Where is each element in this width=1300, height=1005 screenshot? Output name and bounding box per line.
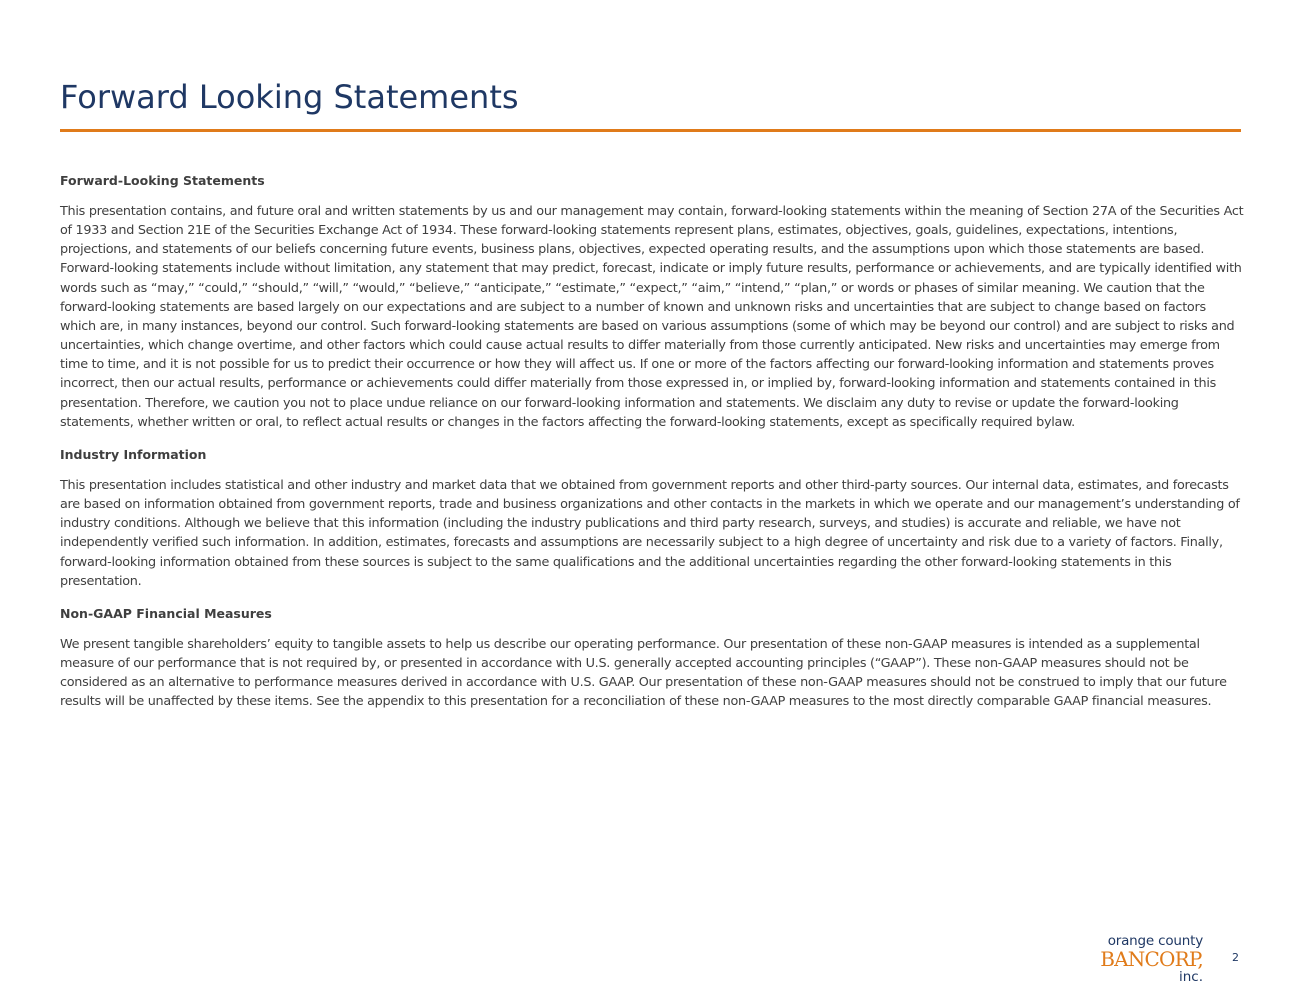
- section-body: This presentation contains, and future oral and written statements by us and our management may contain, forward-looking statements within the meaning of Section 27A of the Securities Act of 1933 and Section 21E of the Securities Exchange Act of 1934. These forward-looking statements represent plans, estimates, objectives, goals, guidelines, expectations, intentions, projections, and statements of our beliefs concerning future events, business plans, objectives, expected operating results, and the assumptions upon which those statements are based. Forward-looking statements include without limitation, any statement that may predict, forecast, indicate or imply future results, performance or achievements, and are typically identified with words such as “may,” “could,” “should,” “will,” “would,” “believe,” “anticipate,” “estimate,” “expect,” “aim,” “intend,” “plan,” or words or phases of similar meaning. We caution that the forward-looking statements are based largely on our expectations and are subject to a number of known and unknown risks and uncertainties that are subject to change based on factors which are, in many instances, beyond our control. Such forward-looking statements are based on various assumptions (some of which may be beyond our control) and are subject to risks and uncertainties, which change overtime, and other factors which could cause actual results to differ materially from those currently anticipated. New risks and uncertainties may emerge from time to time, and it is not possible for us to predict their occurrence or how they will affect us. If one or more of the factors affecting our forward-looking information and statements proves incorrect, then our actual results, performance or achievements could differ materially from those expressed in, or implied by, forward-looking information and statements contained in this presentation. Therefore, we caution you not to place undue reliance on our forward-looking information and statements. We disclaim any duty to revise or update the forward-looking statements, whether written or oral, to reflect actual results or changes in the factors affecting the forward-looking statements, except as specifically required bylaw.: [60, 204, 1244, 430]
- section-heading: Non-GAAP Financial Measures: [60, 605, 272, 621]
- section-heading: Forward-Looking Statements: [60, 173, 265, 188]
- section-industry-information: [60, 446, 1244, 591]
- section-body: We present tangible shareholders’ equity to tangible assets to help us describe our operating performance. Our presentation of these non-GAAP measures is intended as a supplemental measure of our performance that is not required by, or presented in accordance with U.S. generally accepted accounting principles (“GAAP”). These non-GAAP measures should not be considered as an alternative to performance measures derived in accordance with U.S. GAAP. Our presentation of these non-GAAP measures should not be construed to imply that our future results will be unaffected by these items. See the appendix to this presentation for a reconciliation of these non-GAAP measures to the most directly comparable GAAP financial measures.: [60, 636, 1227, 710]
- logo-line-bancorp: BANCORP,: [1100, 947, 1203, 971]
- page-title: Forward Looking Statements: [60, 78, 519, 116]
- page-number: 2: [1232, 951, 1239, 964]
- section-body: This presentation includes statistical and other industry and market data that we obtained from government reports and other third-party sources. Our internal data, estimates, and forecasts are based on information obtained from government reports, trade and business organizations and other contacts in the markets in which we operate and our management’s understanding of industry conditions. Although we believe that this information (including the industry publications and third party research, surveys, and studies) is accurate and reliable, we have not independently verified such information. In addition, estimates, forecasts and assumptions are necessarily subject to a high degree of uncertainty and risk due to a variety of factors. Finally, forward-looking information obtained from these sources is subject to the same qualifications and the additional uncertainties regarding the other forward-looking statements in this presentation.: [60, 477, 1240, 589]
- slide-content: [60, 172, 1244, 725]
- logo-line-inc: inc.: [1178, 969, 1203, 985]
- section-non-gaap: [60, 605, 1244, 712]
- company-logo: [1087, 934, 1203, 988]
- title-divider: [60, 129, 1241, 132]
- logo-line-orange-county: orange county: [1107, 933, 1203, 949]
- section-forward-looking: [60, 172, 1244, 432]
- section-heading: Industry Information: [60, 446, 207, 462]
